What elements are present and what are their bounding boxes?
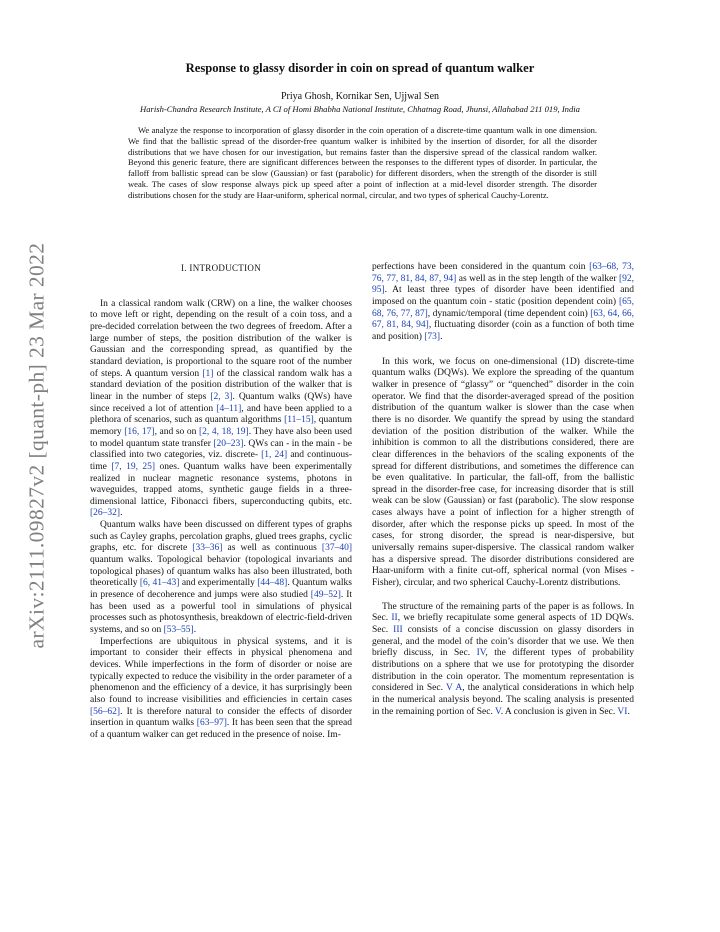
paper-affiliation: Harish-Chandra Research Institute, A CI of Homi Bhabha National Institute, Chhatnag Road, Jhunsi, Allahabad 211 019, India (140, 104, 580, 114)
citation-link[interactable]: II (391, 613, 398, 624)
paper-authors: Priya Ghosh, Kornikar Sen, Ujjwal Sen (280, 91, 440, 102)
citation-link[interactable]: [92, 95] (372, 273, 634, 296)
citation-link[interactable]: [73] (424, 331, 441, 342)
intro-paragraph-2: Quantum walks have been discussed on different types of graphs such as Cayley graphs, percolation graphs, glued trees graphs, cyclic graphs, etc. for discrete [33–36] as well as continuous [37–40] quantum walks. Topological behavior (topological invariants and topological phases) of quantum walks has also been illustrated, both theoretically [6, 41–43] and experimentally [44–48]. Quantum walks in presence of decoherence and jumps were also studied [49–52]. It has been used as a powerful tool in simulations of physical processes such as photosynthesis, breakdown of electric-field-driven systems, and so on [53–55]. (90, 520, 352, 636)
citation-link[interactable]: [7, 19, 25] (111, 461, 156, 472)
intro-paragraph-6: The structure of the remaining parts of the paper is as follows. In Sec. II, we briefly recapitulate some general aspects of 1D DQWs. Sec. III consists of a concise discussion on glassy disorders in general, and the model of the coin’s disorder that we use. We then briefly discuss, in Sec. IV, the different types of probability distributions on a sphere that we use for prototyping the disorder distribution in the coin operator. The momentum representation is considered in Sec. V A, the analytical considerations in which help in the numerical analysis beyond. The scaling analysis is presented in the remaining portion of Sec. V. A conclusion is given in Sec. VI. (372, 601, 634, 717)
citation-link[interactable]: V (495, 706, 501, 717)
intro-paragraph-3: Imperfections are ubiquitous in physical systems, and it is important to consider their effects in physical phenomena and devices. While imperfections in the form of disorder or noise are typically expected to reduce the visibility in the order parameter of a phenomenon and the efficiency of a device, it has surprisingly been also found to increase visibilities and efficiencies in certain cases [56–62]. It is therefore natural to consider the effects of disorder insertion in quantum walks [63–97]. It has been seen that the spread of a quantum walker can get reduced in the presence of noise. Im- (90, 636, 352, 740)
citation-link[interactable]: [11–15] (284, 415, 314, 426)
citation-link[interactable]: [44–48] (257, 578, 288, 589)
citation-link[interactable]: III (393, 625, 403, 636)
citation-link[interactable]: [4–11] (216, 403, 242, 414)
right-column (372, 262, 634, 718)
citation-link[interactable]: IV (476, 648, 486, 659)
paper-title: Response to glassy disorder in coin on spread of quantum walker (185, 61, 535, 75)
citation-link[interactable]: [2, 4, 18, 19] (198, 426, 249, 437)
intro-paragraph-1: In a classical random walk (CRW) on a line, the walker chooses to move left or right, depending on the result of a coin toss, and a pre-decided correlation between the two degrees of freedom. After a large number of steps, the position distribution of the walker is Gaussian and the corresponding spread, as quantified by the standard deviation, is proportional to the square root of the number of steps. A quantum version [1] of the classical random walk has a standard deviation of the position distribution of the walker that is linear in the number of steps [2, 3]. Quantum walks (QWs) have since received a lot of attention [4–11], and have been applied to a plethora of scenarios, such as quantum algorithms [11–15], quantum memory [16, 17], and so on [2, 4, 18, 19]. They have also been used to model quantum state transfer [20–23]. QWs can - in the main - be classified into two categories, viz. discrete- [1, 24] and continuous-time [7, 19, 25] ones. Quantum walks have been experimentally realized in nuclear magnetic resonance systems, photons in waveguides, trapped atoms, synthetic gauge fields in a three-dimensional lattice, Fibonacci fibers, superconducting qubits, etc. [26–32]. (90, 298, 353, 519)
citation-link[interactable]: [49–52] (310, 590, 341, 601)
arxiv-stamp-text: arXiv:2111.09827v2 [quant-ph] 23 Mar 2022 (24, 242, 49, 648)
paragraph-gap (372, 590, 634, 602)
citation-link[interactable]: [37–40] (321, 543, 352, 554)
citation-link[interactable]: [63–97] (196, 718, 227, 729)
paper-abstract: We analyze the response to incorporation of glassy disorder in the coin operation of a discrete-time quantum walk in one dimension. We find that the ballistic spread of the disorder-free quantum walker is inhibited by the insertion of disorder, for all the disorder distributions that we have chosen for our investigation, but remains faster than the dispersive spread of the classical random walker. Beyond this generic feature, there are significant differences between the responses to the different types of disorder. In particular, the falloff from ballistic spread can be slow (Gaussian) or fast (parabolic) for different disorders, when the strength of the disorder is still weak. The cases of slow response always pick up speed after a point of inflection at a mid-level disorder strength. The disorder distributions chosen for the study are Haar-uniform, spherical normal, circular, and two types of spherical Cauchy-Lorentz. (128, 125, 597, 200)
citation-link[interactable]: [6, 41–43] (139, 578, 180, 589)
citation-link[interactable]: [2, 3] (210, 391, 233, 402)
intro-paragraph-4: perfections have been considered in the quantum coin [63–68, 73, 76, 77, 81, 84, 87, 94] as well as in the step length of the walker [92, 95]. At least three types of disorder have been identified and imposed on the quantum coin - static (position dependent coin) [65, 68, 76, 77, 87], dynamic/temporal (time dependent coin) [63, 64, 66, 67, 81, 84, 94], fluctuating disorder (coin as a function of both time and position) [73]. (372, 262, 635, 342)
citation-link[interactable]: [63–68, 73, 76, 77, 81, 84, 87, 94] (372, 262, 634, 284)
citation-link[interactable]: VI (617, 706, 628, 717)
paragraph-gap (372, 344, 634, 357)
citation-link[interactable]: [33–36] (192, 543, 223, 554)
arxiv-identifier-stamp (22, 220, 52, 670)
citation-link[interactable]: [1] (202, 368, 214, 379)
citation-link[interactable]: V A (445, 683, 463, 694)
citation-link[interactable]: [16, 17] (124, 426, 155, 437)
citation-link[interactable]: [63, 64, 66, 67, 81, 84, 94] (372, 308, 634, 331)
intro-paragraph-5: In this work, we focus on one-dimensional (1D) discrete-time quantum walks (DQWs). We explore the spreading of the quantum walker in presence of “glassy” or “quenched” disorder in the coin operator. We find that the disorder-averaged spread of the position distribution of the quantum walker is slower than the case when there is no disorder. We quantify the spread by using the standard deviation of the position distribution of the walker. While the inhibition is common to all the distributions considered, there are clear differences in the behaviors of the scaling exponents of the spread for different distributions, and sometimes the difference can be even qualitative. In particular, the fall-off, from the ballistic spread in the disorder-free case, for increasing disorder that is still weak can be slow (Gaussian) or fast (parabolic). The slow response cases always have a point of inflection for a higher strength of disorder, after which the response picks up speed. In most of the cases, for strong disorder, the spread is near-dispersive, but universally remains super-dispersive. The classical random walker has a dispersive spread. The disorder distributions considered are Haar-uniform with a finite cut-off, spherical normal (von Mises - Fisher), circular, and two spherical Cauchy-Lorentz distributions. (372, 356, 634, 589)
citation-link[interactable]: [53–55] (163, 625, 194, 636)
citation-link[interactable]: [1, 24] (261, 450, 288, 461)
citation-link[interactable]: [20–23] (213, 438, 244, 449)
citation-link[interactable]: [26–32] (90, 508, 121, 519)
citation-link[interactable]: [65, 68, 76, 77, 87] (372, 296, 634, 319)
left-column (90, 262, 352, 742)
citation-link[interactable]: [56–62] (90, 706, 121, 717)
section-heading-introduction: I. INTRODUCTION (181, 263, 261, 273)
